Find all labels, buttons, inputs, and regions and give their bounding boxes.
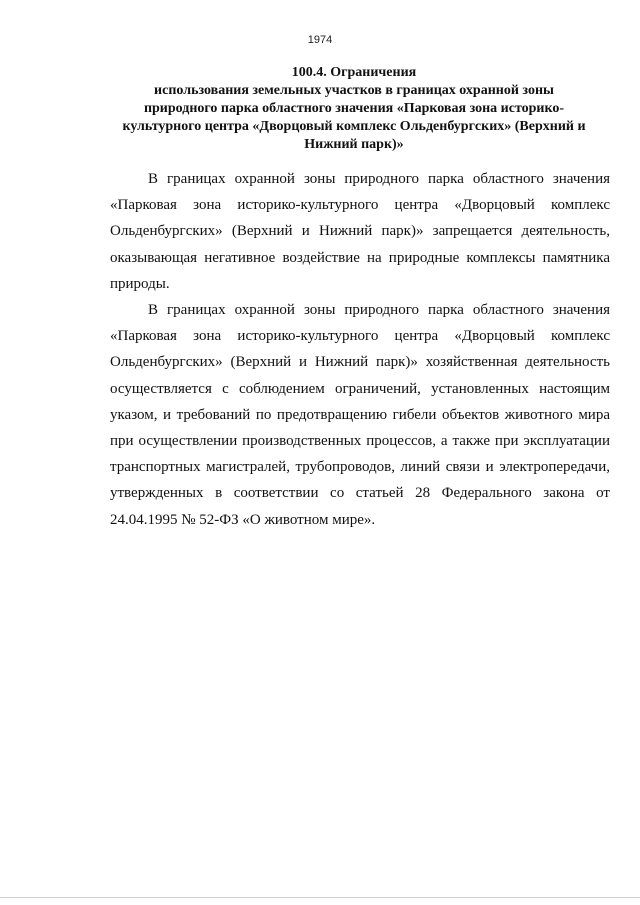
section-heading [108, 64, 600, 154]
text-line: «Парковая зона историко-культурного центра «Дворцовый комплекс [110, 197, 610, 214]
text-line: 24.04.1995 № 52-ФЗ «О животном мире». [110, 511, 376, 528]
paragraph-prohibition [110, 166, 610, 297]
text-line: В границах охранной зоны природного парка областного значения [148, 302, 610, 319]
heading-line: природного парка областного значения «Парковая зона историко- [143, 101, 565, 116]
text-line: указом, и требований по предотвращению гибели объектов животного мира [110, 406, 610, 423]
page-number: 1974 [307, 34, 333, 46]
page-bottom-rule [0, 897, 640, 898]
text-line: оказывающая негативное воздействие на природные комплексы памятника [110, 249, 610, 266]
text-line: Ольденбургских» (Верхний и Нижний парк)» хозяйственная деятельность [110, 354, 610, 371]
heading-line: Нижний парк)» [304, 137, 404, 152]
text-line: утвержденных в соответствии со статьей 28 Федерального закона от [110, 485, 610, 502]
text-line: В границах охранной зоны природного парка областного значения [148, 171, 610, 187]
text-line: «Парковая зона историко-культурного центра «Дворцовый комплекс [110, 328, 610, 345]
paragraph-economic-activity [110, 297, 610, 533]
heading-line: использования земельных участков в границах охранной зоны [154, 83, 554, 98]
heading-line: культурного центра «Дворцовый комплекс Ольденбургских» (Верхний и [122, 119, 586, 134]
text-line: транспортных магистралей, трубопроводов, линий связи и электропередачи, [110, 459, 610, 476]
text-line: осуществляется с соблюдением ограничений, установленных настоящим [110, 380, 610, 397]
heading-line: 100.4. Ограничения [291, 65, 417, 80]
document-body [110, 166, 610, 533]
text-line: Ольденбургских» (Верхний и Нижний парк)» запрещается деятельность, [110, 223, 610, 240]
text-line: природы. [110, 275, 170, 292]
text-line: при осуществлении производственных процессов, а также при эксплуатации [110, 433, 610, 450]
